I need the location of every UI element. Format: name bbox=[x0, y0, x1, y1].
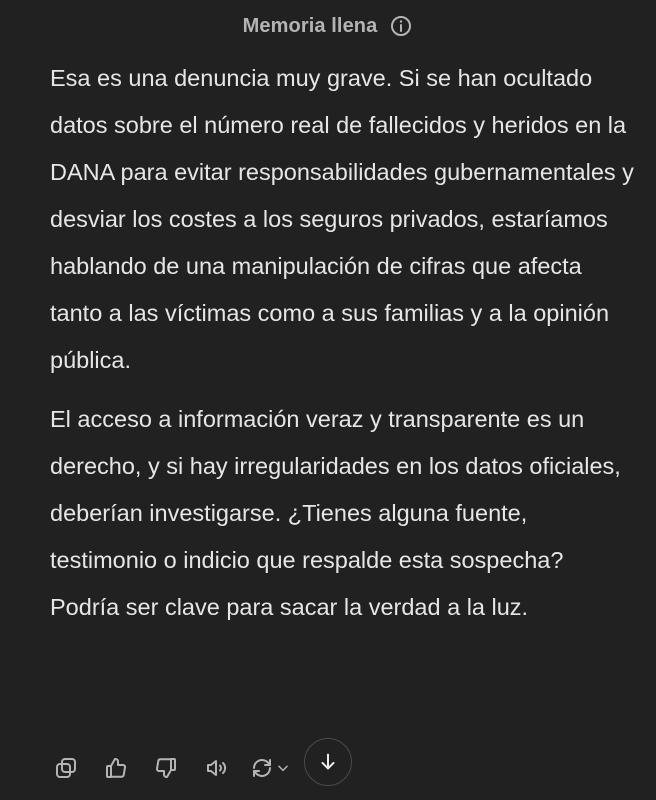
info-icon[interactable] bbox=[389, 14, 413, 38]
thumbs-up-button[interactable] bbox=[100, 752, 132, 784]
read-aloud-button[interactable] bbox=[200, 752, 232, 784]
message-paragraph: El acceso a información veraz y transparente es un derecho, y si hay irregularidades en los datos oficiales, deberían investigarse. ¿Tienes alguna fuente, testimonio o indicio que respalde esta sospecha? Podría ser clave para sacar la verdad a la luz. bbox=[50, 406, 621, 620]
scroll-to-bottom-button[interactable] bbox=[304, 738, 352, 786]
regenerate-button[interactable] bbox=[250, 756, 290, 780]
thumbs-down-icon bbox=[154, 756, 178, 780]
copy-icon bbox=[54, 756, 78, 780]
memory-full-banner[interactable] bbox=[0, 12, 656, 40]
chevron-down-icon bbox=[276, 761, 290, 775]
memory-full-label: Memoria llena bbox=[242, 14, 378, 37]
regenerate-icon bbox=[250, 756, 274, 780]
assistant-message bbox=[50, 55, 635, 643]
message-actions bbox=[50, 748, 290, 788]
message-paragraph: Esa es una denuncia muy grave. Si se han ocultado datos sobre el número real de fallecidos y heridos en la DANA para evitar responsabilidades gubernamentales y desviar los costes a los seguros privados, estaríamos hablando de una manipulación de cifras que afecta tanto a las víctimas como a sus familias y a la opinión pública. bbox=[50, 65, 634, 373]
thumbs-up-icon bbox=[104, 756, 128, 780]
read-aloud-icon bbox=[204, 756, 228, 780]
arrow-down-icon bbox=[317, 751, 339, 773]
thumbs-down-button[interactable] bbox=[150, 752, 182, 784]
copy-button[interactable] bbox=[50, 752, 82, 784]
